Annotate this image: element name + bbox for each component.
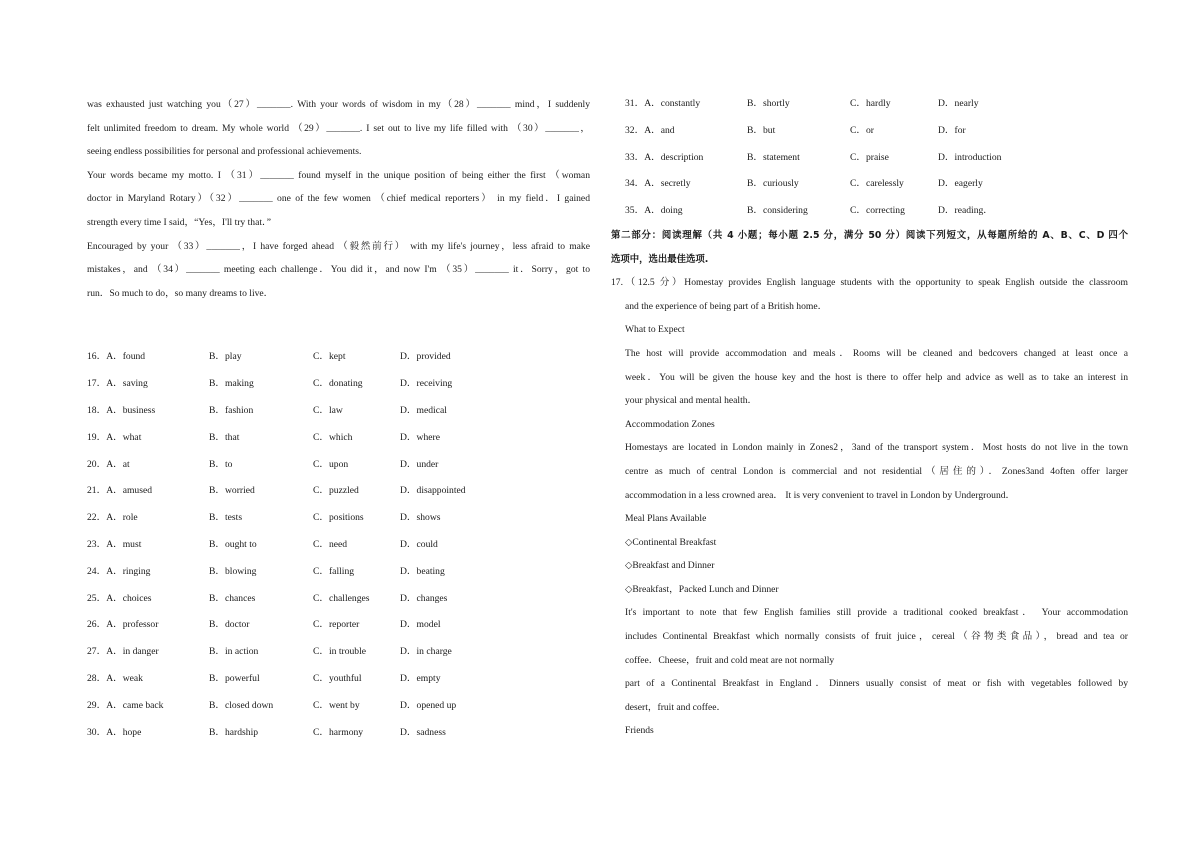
option-b: B．that (209, 431, 240, 443)
option-c: C．youthful (313, 672, 362, 684)
passage-line: felt unlimited freedom to dream. My whole world （29）_______. I set out to live my life filled with （30）_______， (87, 122, 590, 134)
option-row (87, 586, 590, 613)
option-d: D．reading． (938, 205, 993, 217)
question-number: 24． (87, 565, 107, 577)
option-d: D．provided (400, 351, 451, 363)
option-a-text: A．came back (106, 699, 164, 711)
option-b: B．shortly (747, 98, 790, 109)
option-b: B．but (747, 124, 776, 136)
question-number: 30． (87, 726, 107, 738)
question-number: 21． (87, 485, 107, 497)
question-17-passage (611, 271, 1128, 743)
question-number: 29． (87, 699, 107, 711)
passage-line: Your words became my motto. I （31）_______ found myself in the unique position of being either the first （woman (87, 169, 590, 181)
option-a-text: A．role (106, 512, 138, 524)
right-column (611, 93, 1128, 743)
option-b: B．blowing (209, 565, 257, 577)
option-a-text: A．business (106, 404, 156, 416)
question-line: centre as much of central London is commercial and not residential（居住的）．Zones3and 4often offer larger (625, 465, 1128, 477)
question-number: 27． (87, 646, 107, 658)
option-b: B．tests (209, 512, 243, 524)
question-line: 17.（12.5 分）Homestay provides English language students with the opportunity to speak English outside the classroom (611, 277, 1128, 289)
option-d: D．in charge (400, 646, 452, 658)
option-c: C．hardly (850, 98, 891, 109)
option-d: D．disappointed (400, 485, 466, 497)
option-a (87, 720, 141, 747)
option-d: D．empty (400, 672, 441, 684)
option-b: B．fashion (209, 404, 254, 416)
option-a (87, 344, 145, 371)
question-number: 34． (625, 178, 645, 190)
option-d: D．receiving (400, 378, 453, 390)
question-line: ◇Continental Breakfast (625, 536, 717, 548)
section-heading-line: 选项中，选出最佳选项. (611, 253, 709, 265)
option-d: D．for (938, 124, 966, 136)
question-line: Friends (625, 725, 654, 737)
option-c: C．which (313, 431, 353, 443)
option-b: B．ought to (209, 538, 257, 550)
option-a (87, 586, 151, 613)
option-c: C．challenges (313, 592, 370, 604)
option-row (87, 559, 590, 586)
option-a-text: A．constantly (644, 98, 701, 109)
left-column (87, 93, 590, 746)
reading-section (611, 224, 1128, 743)
option-c: C．law (313, 404, 343, 416)
option-row (87, 639, 590, 666)
option-b: B．powerful (209, 672, 260, 684)
option-a-text: A．description (644, 151, 704, 163)
option-b: B．curiously (747, 178, 799, 190)
option-a (625, 118, 675, 145)
option-b: B．doctor (209, 619, 250, 631)
option-a-text: A．what (106, 431, 142, 443)
option-row (87, 371, 590, 398)
option-a (87, 559, 150, 586)
option-b: B．statement (747, 151, 800, 163)
option-a (87, 371, 148, 398)
option-row (611, 91, 1128, 118)
option-d: D．introduction (938, 151, 1002, 163)
option-row (87, 720, 590, 747)
question-number: 23． (87, 538, 107, 550)
question-line: part of a Continental Breakfast in England．Dinners usually consist of meat or fish with vegetables followed by (625, 678, 1128, 690)
section-heading-line: 第二部分：阅读理解（共 4 小题；每小题 2.5 分，满分 50 分）阅读下列短文，从每题所给的 A、B、C、D 四个 (611, 229, 1128, 241)
option-d: D．eagerly (938, 178, 983, 190)
option-a (87, 425, 141, 452)
options-list-31-35 (611, 91, 1128, 225)
question-line: your physical and mental health． (625, 395, 758, 407)
option-d: D．nearly (938, 98, 979, 109)
option-row (87, 398, 590, 425)
option-a-text: A．found (106, 351, 146, 363)
options-list-16-30 (87, 344, 590, 746)
passage-line: doctor in Maryland Rotary）（32）_______ one of the few women （chief medical reporters） in my field．I gained (87, 193, 590, 205)
option-d: D．under (400, 458, 439, 470)
option-d: D．where (400, 431, 440, 443)
question-line: Meal Plans Available (625, 513, 707, 525)
option-a-text: A．must (106, 538, 142, 550)
question-line: What to Expect (625, 324, 685, 336)
option-b: B．in action (209, 646, 259, 658)
option-d: D．beating (400, 565, 445, 577)
option-a (87, 666, 143, 693)
option-row (87, 478, 590, 505)
option-c: C．need (313, 538, 348, 550)
question-line: Homestays are located in London mainly in Zones2，3and of the transport system．Most hosts do not live in the town (625, 442, 1128, 454)
question-line: and the experience of being part of a British home． (625, 300, 828, 312)
passage-line: was exhausted just watching you（27）_______. With your words of wisdom in my（28）_______ mind，I suddenly (87, 99, 590, 110)
option-row (611, 145, 1128, 172)
option-a-text: A．amused (106, 485, 153, 497)
option-b: B．making (209, 378, 254, 390)
option-row (87, 693, 590, 720)
option-a (625, 91, 700, 118)
option-d: D．shows (400, 512, 441, 524)
passage-line: seeing endless possibilities for personal and professional achievements. (87, 146, 362, 158)
option-b: B．considering (747, 205, 808, 217)
question-line: week．You will be given the house key and the host is there to offer help and advice as well as to take an interest in (625, 371, 1128, 383)
option-a (625, 198, 683, 225)
option-row (87, 532, 590, 559)
option-row (87, 452, 590, 479)
question-line: ◇Breakfast，Packed Lunch and Dinner (625, 583, 779, 595)
option-a (87, 478, 152, 505)
question-line: includes Continental Breakfast which normally consists of fruit juice，cereal（谷物类食品），bread and tea or (625, 631, 1128, 643)
option-b: B．worried (209, 485, 255, 497)
option-a (87, 452, 130, 479)
option-c: C．or (850, 124, 874, 136)
option-row (611, 118, 1128, 145)
option-row (87, 505, 590, 532)
option-a (87, 532, 141, 559)
option-d: D．medical (400, 404, 447, 416)
option-a-text: A．choices (106, 592, 152, 604)
option-d: D．sadness (400, 726, 446, 738)
option-c: C．correcting (850, 205, 905, 217)
option-c: C．reporter (313, 619, 360, 631)
option-c: C．went by (313, 699, 360, 711)
option-a-text: A．at (106, 458, 130, 470)
question-line: accommodation in a less crowned area． It is very convenient to travel in London by Underground． (625, 489, 1016, 501)
option-a (87, 639, 159, 666)
passage-line: strength every time I said，“Yes，I'll try that．” (87, 216, 272, 228)
passage-line: Encouraged by your （33）_______，I have forged ahead （毅然前行） with my life's journey，less afraid to make (87, 240, 590, 252)
option-a-text: A．ringing (106, 565, 151, 577)
option-a-text: A．and (644, 124, 675, 136)
option-row (611, 171, 1128, 198)
option-a-text: A．weak (106, 672, 143, 684)
option-b: B．play (209, 351, 242, 363)
option-a-text: A．doing (644, 205, 683, 217)
question-line: Accommodation Zones (625, 418, 715, 430)
option-a-text: A．saving (106, 378, 148, 390)
question-number: 31． (625, 98, 645, 109)
option-row (87, 344, 590, 371)
option-c: C．carelessly (850, 178, 904, 190)
option-c: C．in trouble (313, 646, 367, 658)
question-number: 19． (87, 431, 107, 443)
option-c: C．falling (313, 565, 355, 577)
option-a (87, 612, 158, 639)
option-b: B．to (209, 458, 233, 470)
question-number: 22． (87, 512, 107, 524)
question-line: The host will provide accommodation and meals．Rooms will be cleaned and bedcovers changed at least once a (625, 347, 1128, 359)
option-d: D．changes (400, 592, 448, 604)
option-b: B．chances (209, 592, 256, 604)
passage-line: run．So much to do，so many dreams to live． (87, 287, 274, 299)
question-number: 32． (625, 124, 645, 136)
question-number: 26． (87, 619, 107, 631)
question-number: 20． (87, 458, 107, 470)
question-number: 17． (87, 378, 107, 390)
question-line: desert，fruit and coffee． (625, 701, 727, 713)
option-a (87, 505, 138, 532)
option-c: C．kept (313, 351, 346, 363)
question-number: 33． (625, 151, 645, 163)
option-row (87, 612, 590, 639)
question-number: 16． (87, 351, 107, 363)
question-number: 28． (87, 672, 107, 684)
question-line: coffee．Cheese，fruit and cold meat are not normally (625, 654, 835, 666)
option-c: C．donating (313, 378, 363, 390)
option-row (87, 666, 590, 693)
passage-line: mistakes，and （34）_______ meeting each challenge．You did it，and now I'm （35）_______ it．Sorry，got to (87, 264, 590, 276)
question-number: 25． (87, 592, 107, 604)
option-a-text: A．in danger (106, 646, 159, 658)
cloze-passage (87, 93, 590, 305)
option-c: C．praise (850, 151, 889, 163)
option-a-text: A．professor (106, 619, 159, 631)
option-a (625, 171, 691, 198)
option-a (87, 693, 163, 720)
question-number: 18． (87, 404, 107, 416)
option-row (611, 198, 1128, 225)
question-line: ◇Breakfast and Dinner (625, 560, 715, 572)
question-line: It's important to note that few English families still provide a traditional cooked breakfast． Your accommodation (625, 607, 1128, 619)
option-b: B．closed down (209, 699, 274, 711)
option-a (87, 398, 155, 425)
option-a-text: A．hope (106, 726, 142, 738)
option-b: B．hardship (209, 726, 259, 738)
option-c: C．positions (313, 512, 364, 524)
option-c: C．upon (313, 458, 349, 470)
option-d: D．model (400, 619, 441, 631)
option-a-text: A．secretly (644, 178, 691, 190)
option-d: D．opened up (400, 699, 457, 711)
option-row (87, 425, 590, 452)
option-c: C．puzzled (313, 485, 359, 497)
option-a (625, 145, 703, 172)
option-c: C．harmony (313, 726, 364, 738)
question-number: 35． (625, 205, 645, 217)
option-d: D．could (400, 538, 438, 550)
